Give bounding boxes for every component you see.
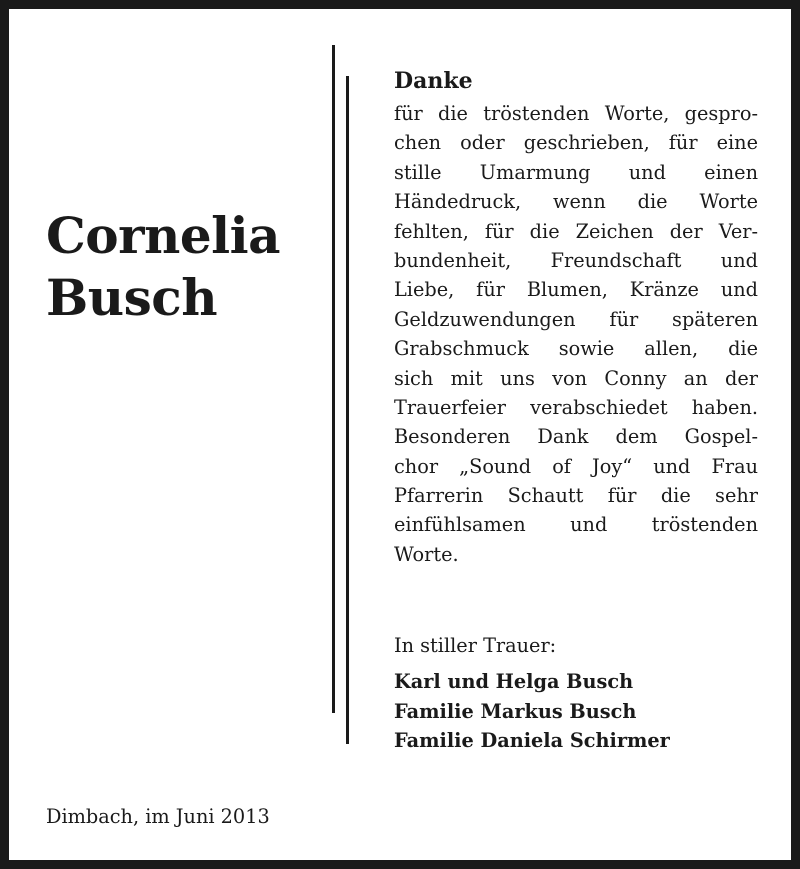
thanks-section	[394, 65, 758, 569]
thanks-line: Pfarrerin Schautt für die sehr	[394, 484, 758, 508]
place-and-date: Dimbach, im Juni 2013	[46, 805, 270, 828]
mourners-label: In stiller Trauer:	[394, 634, 557, 657]
mourner-name: Karl und Helga Busch	[394, 670, 634, 693]
mourner-name: Familie Markus Busch	[394, 699, 637, 723]
thanks-line: chen oder geschrieben, für eine	[394, 131, 758, 155]
thanks-line: Besonderen Dank dem Gospel-	[394, 425, 758, 449]
deceased-first-name: Cornelia	[46, 206, 281, 265]
thanks-heading: Danke	[394, 68, 473, 94]
thanks-text	[394, 99, 758, 569]
divider-line-right	[346, 76, 349, 744]
deceased-name	[46, 205, 280, 329]
deceased-last-name: Busch	[46, 268, 218, 327]
mourner-name: Familie Daniela Schirmer	[394, 729, 670, 752]
thanks-line: bundenheit, Freundschaft und	[394, 248, 758, 272]
mourners-list	[394, 667, 670, 756]
thanks-line: für die tröstenden Worte, gespro-	[394, 102, 758, 125]
thanks-line: stille Umarmung und einen	[394, 160, 758, 184]
divider-line-left	[332, 45, 335, 713]
thanks-line: Trauerfeier verabschiedet haben.	[394, 395, 758, 419]
thanks-line: Händedruck, wenn die Worte	[394, 190, 758, 214]
thanks-line: chor „Sound of Joy“ und Frau	[394, 454, 758, 478]
thanks-line: sich mit uns von Conny an der	[394, 366, 758, 390]
thanks-line: Geldzuwendungen für späteren	[394, 307, 758, 331]
thanks-line: Worte.	[394, 542, 459, 566]
thanks-line: einfühlsamen und tröstenden	[394, 513, 758, 537]
thanks-line: Liebe, für Blumen, Kränze und	[394, 278, 758, 302]
thanks-line: fehlten, für die Zeichen der Ver-	[394, 219, 758, 243]
thanks-line: Grabschmuck sowie allen, die	[394, 337, 758, 361]
